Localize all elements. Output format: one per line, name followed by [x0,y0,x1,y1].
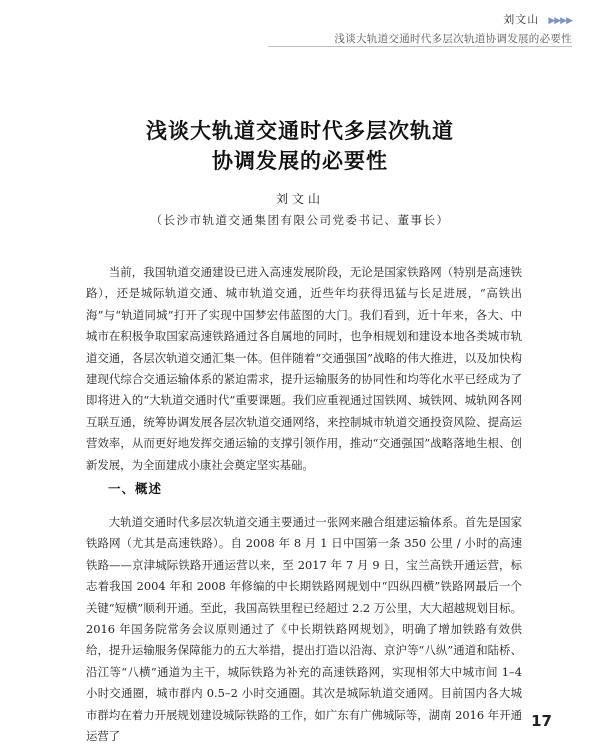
title-line-2: 协调发展的必要性 [212,148,388,173]
intro-paragraph: 当前，我国轨道交通建设已进入高速发展阶段，无论是国家铁路网（特别是高速铁路），还是城际轨道交通、城市轨道交通，近些年均获得迅猛与长足进展，“高铁出海”与“轨道同城”打开了实现中国梦宏伟蓝图的大门。我们看到，近十年来，各大、中城市在积极争取国家高速铁路通过各自属地的同时，也争相规划和建设本地各类城市轨道交通，各层次轨道交通汇集一体。但伴随着“交通强国”战略的伟大推进，以及加快构建现代综合交通运输体系的紧迫需求，提升运输服务的协同性和均等化水平已经成为了即将进入的“大轨道交通时代”重要课题。我们应重视通过国铁网、城铁网、城轨网各网互联互通，统筹协调发展各层次轨道交通网络，来控制城市轨道交通投资风险、提高运营效率，从而更好地发挥交通运输的支撑引领作用，推动“交通强国”战略落地生根、创新发展，为全面建成小康社会奠定坚实基础。 [86,265,522,472]
section-heading: 一、概述 [108,481,163,496]
running-header [334,8,572,46]
article-title [0,116,600,176]
article-author: 刘文山 [275,192,324,206]
title-line-1: 浅谈大轨道交通时代多层次轨道 [146,118,454,143]
page-number: 17 [531,712,552,730]
header-divider [268,46,572,47]
author-affiliation: （长沙市轨道交通集团有限公司党委书记、董事长） [150,213,450,227]
header-author: 刘文山 [503,13,540,26]
arrow-icon: ▶▶▶▶ [548,16,572,26]
header-subtitle: 浅谈大轨道交通时代多层次轨道协调发展的必要性 [334,33,572,45]
section-paragraph: 大轨道交通时代多层次轨道交通主要通过一张网来融合组建运输体系。首先是国家铁路网（尤其是高速铁路）。自 2008 年 8 月 1 日中国第一条 350 公里 / 小时的高速铁路——京津城际铁路开通运营以来，至 2017 年 7 月 9 日，宝兰高铁开通运营，标志着我国 2004 年和 2008 年修编的中长期铁路网规划中“四纵四横”铁路网最后一个关键“短横”顺利开通。至此，我国高铁里程已经超过 2.2 万公里，大大超越规划目标。2016 年国务院常务会议原则通过了《中长期铁路网规划》，明确了增加铁路有效供给，提升运输服务保障能力的五大举措，提出打造以沿海、京沪等“八纵”通道和陆桥、沿江等“八横”通道为主干，城际铁路为补充的高速铁路网，实现相邻大中城市间 1–4 小时交通圈，城市群内 0.5–2 小时交通圈。其次是城际轨道交通网。目前国内各大城市群均在着力开展规划建设城际铁路的工作，如广东有广佛城际等，湖南 2016 年开通运营了 [86,515,522,744]
